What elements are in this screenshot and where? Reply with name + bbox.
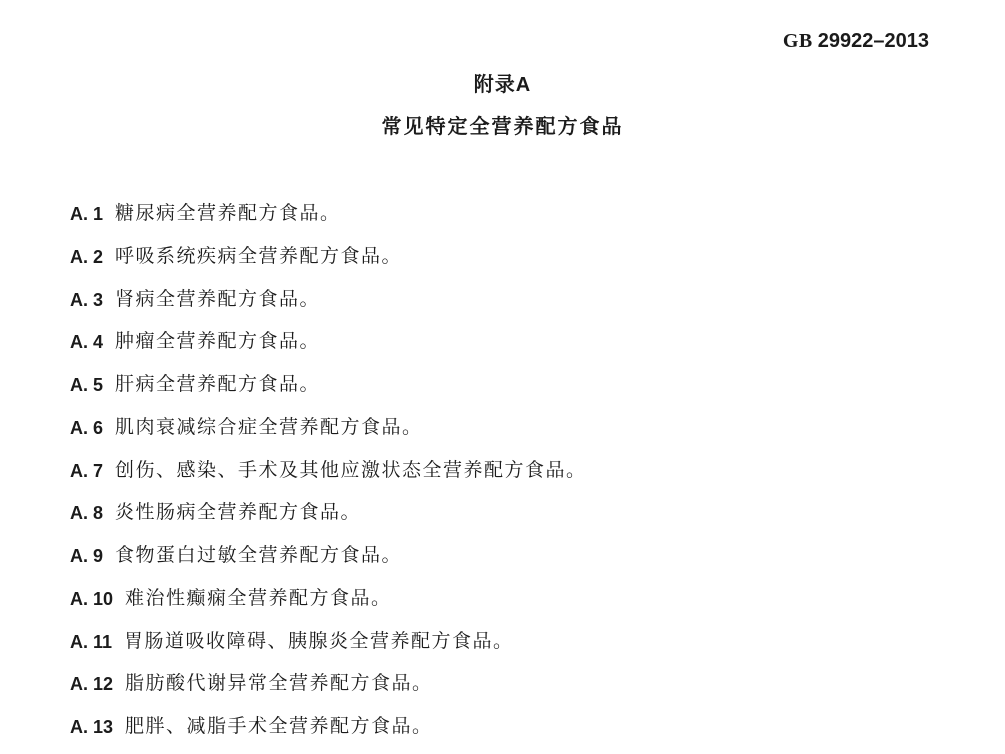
standard-prefix: GB (782, 30, 813, 52)
item-number: A. 13 (70, 717, 114, 737)
list-item (70, 289, 975, 332)
list-item (70, 716, 975, 754)
list-item (70, 417, 975, 460)
appendix-item-list (70, 203, 975, 754)
appendix-label: 附录A (473, 74, 532, 96)
item-text: 食物蛋白过敏全营养配方食品。 (115, 545, 403, 566)
item-text: 糖尿病全营养配方食品。 (115, 203, 341, 224)
list-item (70, 203, 975, 246)
list-item (70, 460, 975, 503)
item-text: 胃肠道吸收障碍、胰腺炎全营养配方食品。 (124, 630, 514, 652)
list-item (70, 631, 975, 674)
item-number: A. 1 (70, 204, 104, 224)
standard-number: 29922–2013 (817, 30, 929, 52)
item-number: A. 2 (70, 246, 104, 267)
item-number: A. 5 (70, 375, 104, 395)
item-text: 肥胖、减脂手术全营养配方食品。 (125, 716, 433, 737)
item-text: 炎性肠病全营养配方食品。 (115, 502, 362, 524)
item-number: A. 6 (70, 417, 104, 438)
list-item (70, 588, 975, 631)
item-text: 肿瘤全营养配方食品。 (115, 331, 321, 353)
standard-number-header (783, 30, 929, 52)
item-text: 脂肪酸代谢异常全营养配方食品。 (125, 673, 433, 695)
item-number: A. 3 (70, 289, 104, 310)
item-text: 肌肉衰减综合症全营养配方食品。 (115, 416, 423, 438)
list-item (70, 246, 975, 289)
item-number: A. 12 (70, 674, 114, 695)
item-number: A. 7 (70, 460, 104, 481)
list-item (70, 502, 975, 545)
item-number: A. 4 (70, 332, 104, 353)
list-item (70, 374, 975, 417)
item-number: A. 11 (70, 631, 113, 652)
list-item (70, 331, 975, 374)
list-item (70, 545, 975, 588)
item-text: 创伤、感染、手术及其他应激状态全营养配方食品。 (115, 459, 587, 481)
item-text: 呼吸系统疾病全营养配方食品。 (115, 245, 403, 267)
item-number: A. 10 (70, 588, 114, 609)
item-number: A. 9 (70, 546, 104, 566)
item-number: A. 8 (70, 503, 104, 524)
item-text: 肝病全营养配方食品。 (115, 374, 321, 395)
list-item (70, 673, 975, 716)
item-text: 难治性癫痫全营养配方食品。 (125, 587, 392, 609)
appendix-title: 常见特定全营养配方食品 (381, 116, 624, 138)
item-text: 肾病全营养配方食品。 (115, 288, 321, 310)
